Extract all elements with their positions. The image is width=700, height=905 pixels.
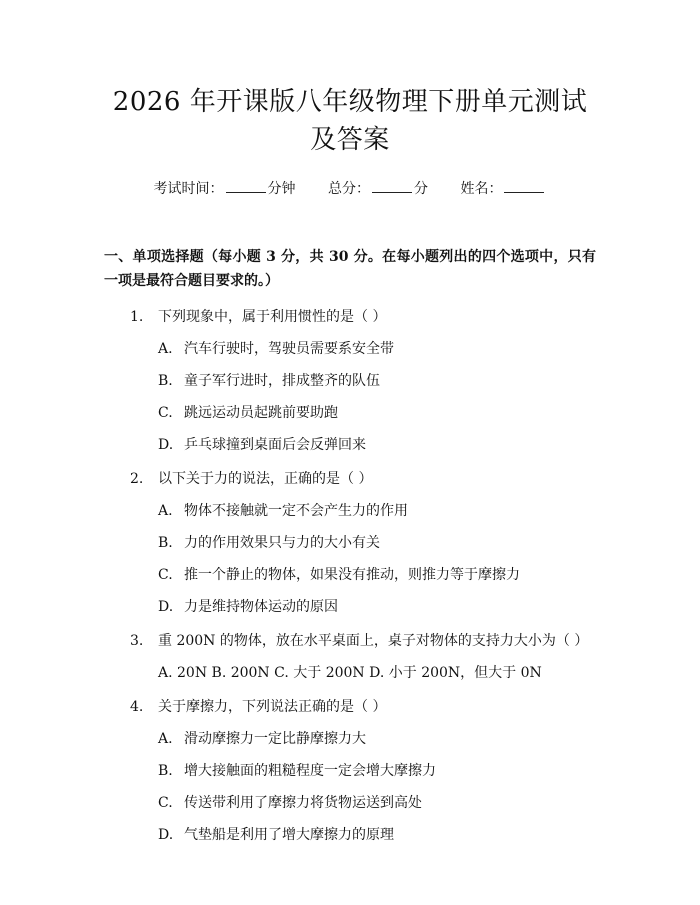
name-label: 姓名： — [460, 181, 503, 197]
question-item — [104, 469, 596, 617]
option-item — [158, 371, 596, 391]
question-stem: 关于摩擦力，下列说法正确的是（ ） — [158, 699, 387, 715]
option-text: 气垫船是利用了增大摩擦力的原理 — [184, 827, 394, 843]
option-item — [158, 565, 596, 585]
exam-time-field — [154, 179, 296, 199]
option-letter: B. — [158, 763, 173, 779]
exam-time-unit: 分钟 — [267, 181, 296, 197]
option-list — [104, 729, 596, 845]
option-item — [158, 729, 596, 749]
option-letter: C. — [158, 405, 173, 421]
option-letter: C. — [158, 567, 173, 583]
option-letter: C. — [158, 795, 173, 811]
option-item — [158, 403, 596, 423]
option-text: 增大接触面的粗糙程度一定会增大摩擦力 — [184, 763, 436, 779]
option-item — [158, 761, 596, 781]
question-stem: 下列现象中，属于利用惯性的是（ ） — [158, 309, 387, 325]
question-stem: 重 200N 的物体，放在水平桌面上，桌子对物体的支持力大小为（ ） — [158, 633, 589, 649]
option-letter: A. — [158, 731, 173, 747]
question-stem-row — [104, 631, 596, 651]
exam-time-label: 考试时间： — [153, 181, 224, 197]
option-text: 力是维持物体运动的原因 — [184, 599, 338, 615]
total-score-blank — [372, 179, 412, 193]
option-item — [158, 793, 596, 813]
question-item — [104, 631, 596, 683]
option-letter: B. — [158, 535, 173, 551]
exam-info-row — [104, 179, 596, 199]
question-number: 3. — [130, 633, 144, 649]
option-letter: D. — [158, 437, 174, 453]
name-field — [460, 179, 546, 199]
option-letter: A. — [158, 503, 173, 519]
question-stem: 以下关于力的说法，正确的是（ ） — [158, 471, 373, 487]
question-item — [104, 697, 596, 845]
option-item — [158, 435, 596, 455]
section-heading: 一、单项选择题（每小题 3 分，共 30 分。在每小题列出的四个选项中，只有一项是最符合题目要求的。） — [104, 249, 596, 289]
option-text: 乒乓球撞到桌面后会反弹回来 — [184, 437, 366, 453]
option-text: 推一个静止的物体，如果没有推动，则推力等于摩擦力 — [184, 567, 520, 583]
exam-time-blank — [226, 179, 266, 193]
option-list — [104, 339, 596, 455]
question-stem-row — [104, 307, 596, 327]
total-score-field — [328, 179, 428, 199]
option-text: 物体不接触就一定不会产生力的作用 — [184, 503, 408, 519]
option-letter: B. — [158, 373, 173, 389]
option-item — [158, 501, 596, 521]
question-number: 4. — [130, 699, 144, 715]
question-number: 2. — [130, 471, 144, 487]
option-item — [158, 339, 596, 359]
option-letter: D. — [158, 827, 174, 843]
option-item — [158, 825, 596, 845]
option-item — [158, 597, 596, 617]
option-text: 传送带利用了摩擦力将货物运送到高处 — [184, 795, 422, 811]
name-blank — [504, 179, 544, 193]
option-text: 童子军行进时，排成整齐的队伍 — [184, 373, 380, 389]
total-score-label: 总分： — [328, 181, 370, 197]
document-title: 2026 年开课版八年级物理下册单元测试及答案 — [112, 87, 588, 155]
option-item — [158, 533, 596, 553]
option-text: 力的作用效果只与力的大小有关 — [184, 535, 380, 551]
option-letter: A. — [158, 341, 173, 357]
question-stem-row — [104, 469, 596, 489]
option-text: 跳远运动员起跳前要助跑 — [184, 405, 338, 421]
option-list — [104, 501, 596, 617]
question-number: 1. — [130, 309, 144, 325]
option-letter: D. — [158, 599, 174, 615]
option-text: 滑动摩擦力一定比静摩擦力大 — [184, 731, 366, 747]
question-stem-row — [104, 697, 596, 717]
option-text: 汽车行驶时，驾驶员需要系安全带 — [184, 341, 394, 357]
question-item — [104, 307, 596, 455]
inline-option-row: A. 20N B. 200N C. 大于 200N D. 小于 200N，但大于 0N — [158, 665, 542, 681]
total-score-unit: 分 — [414, 181, 428, 197]
